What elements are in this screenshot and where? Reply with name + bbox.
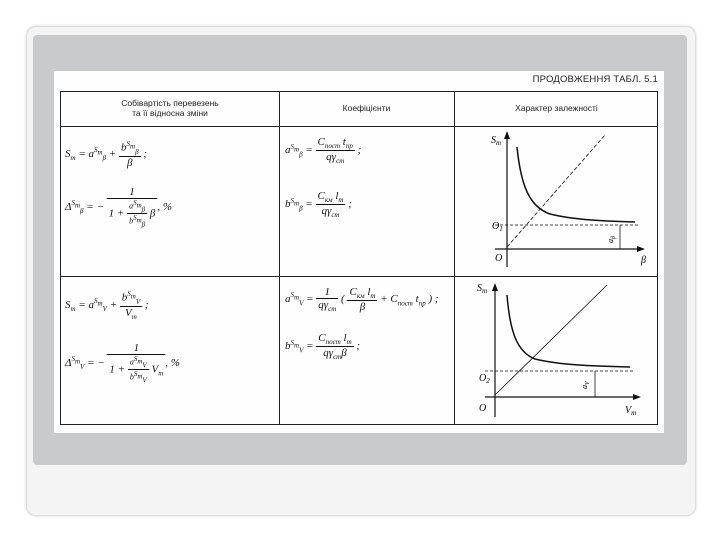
graph2-curve <box>507 295 630 367</box>
graph1-curve <box>517 147 635 222</box>
coef-a-formula: $a^{S_m}_\beta$ = $\frac{C_{пост} t_{пр}}{q\gamma_{ст}}$ ; <box>285 136 362 166</box>
graph2-dimension-label: $a_V$ <box>580 381 591 389</box>
header-cost <box>61 98 279 118</box>
formula-table <box>60 91 658 425</box>
graph2-y-arrow <box>492 283 498 291</box>
scanned-page <box>54 71 664 433</box>
graph1-diagonal <box>507 135 605 247</box>
coef-a-formula-row2: $a^{S_m}_V$ = $\frac{1}{q\gamma_{ст}}$ ( $\frac{C_{км} l_m}{\beta}$ + $C_{пост}$ $t_{пр}$ ) ; <box>285 286 439 314</box>
coef-b-formula: $b^{S_m}_\beta$ = $\frac{C_{км} l_m}{q\gamma_{ст}}$ ; <box>285 190 352 220</box>
graph1-y-label: $S_m$ <box>491 135 502 147</box>
graph1-o1-label: $O_1$ <box>492 221 503 233</box>
graph2-origin-label: O <box>479 403 487 414</box>
col-divider-1 <box>279 92 280 424</box>
relative-formula-row1: $\Delta^{S_m}_\beta$ = − 1 1 + $\frac{a^{S_m}_\beta}{b^{S_m}_\beta}$ β , % <box>65 186 173 229</box>
coef-b-formula-row2: $b^{S_m}_V$ = $\frac{C_{пост} l_m}{q\gamma_{ст}\beta}$ ; <box>285 332 361 362</box>
graph2-o2-label: $O_2$ <box>479 373 490 385</box>
graph1-x-label: β <box>641 255 646 266</box>
cost-formula-row2: $S_m = a^{S_m}_V$ + $\frac{b^{S_m}_V}{V_m}$ ; <box>65 290 149 322</box>
header-coefficients: Коефіцієнти <box>342 103 391 113</box>
graph1-x-arrow <box>637 246 645 252</box>
graph-cost-vs-volume <box>455 277 659 425</box>
graph2-x-arrow <box>633 394 641 400</box>
cost-formula-row1: $S_m = a^{S_m}_\beta$ + $\frac{b^{S_m}_\beta}{\beta}$ ; <box>65 140 147 169</box>
graph1-origin-label: O <box>495 253 503 264</box>
relative-formula-row2: $\Delta^{S_m}_V$ = − 1 1 + $\frac{a^{S_m}_V}{b^{S_m}_V}$ $V_m$ , % <box>65 342 180 385</box>
graph2-y-label: $S_m$ <box>477 283 488 295</box>
graph-cost-vs-beta <box>455 127 659 276</box>
graph1-dimension-label: $a_\beta$ <box>606 236 617 243</box>
header-cost-line1: Собівартість перевезень <box>121 98 219 108</box>
header-cost-line2: та її відносна зміни <box>132 108 208 118</box>
graph1-y-arrow <box>504 131 510 139</box>
graph2-x-label: $V_m$ <box>625 405 637 417</box>
table-caption: ПРОДОВЖЕННЯ ТАБЛ. 5.1 <box>532 74 658 85</box>
header-dependency: Характер залежності <box>515 103 598 113</box>
graph2-diagonal <box>495 285 607 395</box>
